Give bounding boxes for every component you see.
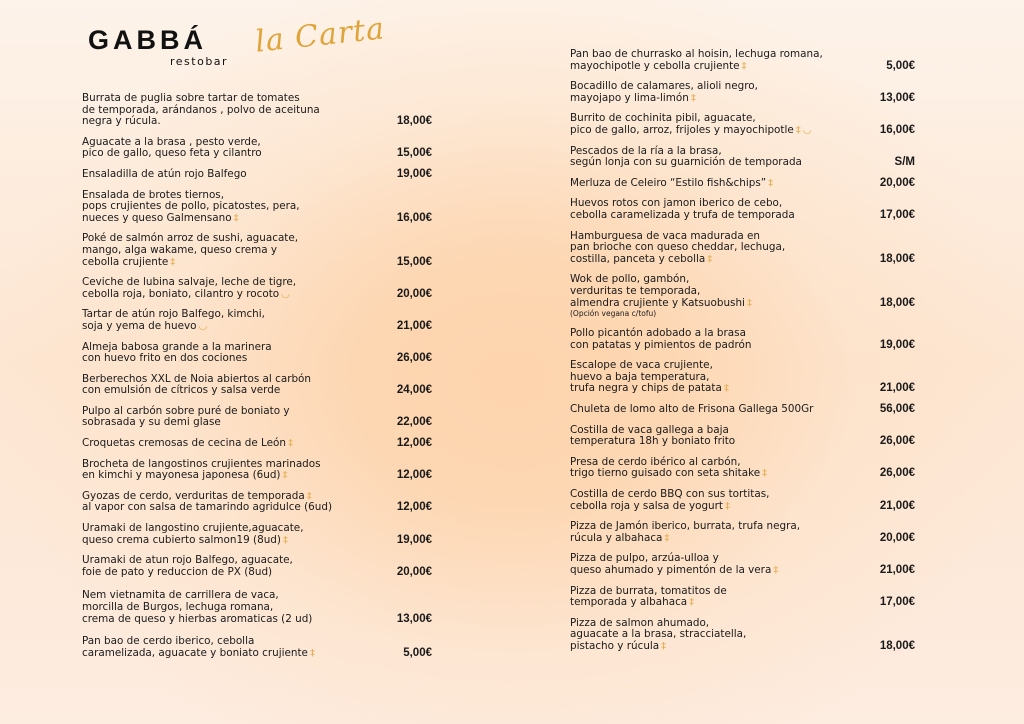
menu-item-description (82, 523, 367, 546)
menu-item-text: crema de queso y hierbas aromaticas (2 ud) (82, 612, 313, 625)
menu-item-text: soja y yema de huevo (82, 319, 197, 332)
menu-item-text: Bocadillo de calamares, alioli negro, (570, 80, 758, 93)
menu-item-line (570, 61, 855, 73)
menu-item-line (82, 321, 367, 333)
menu-item-price: 19,00€ (396, 533, 432, 546)
menu-item-text: Merluza de Celeiro “Estilo fish&chips” (570, 176, 767, 189)
wheat-icon: ‡ (282, 470, 288, 482)
menu-item-description (82, 590, 367, 625)
menu-item-description (82, 459, 367, 482)
menu-item (82, 169, 432, 181)
menu-item-description (82, 406, 367, 429)
menu-item-text: costilla, panceta y cebolla (570, 252, 706, 265)
menu-item-text: Pescados de la ría a la brasa, (570, 144, 722, 157)
wheat-icon: ‡ (746, 297, 752, 309)
menu-item-description (570, 113, 855, 136)
menu-item-text: almendra crujiente y Katsuobushi (570, 296, 745, 309)
menu-item-description (570, 489, 855, 512)
wheat-icon: ‡ (233, 212, 239, 224)
menu-item (82, 93, 432, 128)
menu-item-line (82, 213, 367, 225)
menu-item-text: Pizza de pulpo, arzúa-ulloa y (570, 552, 719, 565)
menu-item-description (570, 425, 855, 448)
menu-item (82, 406, 432, 429)
menu-item-description (570, 457, 855, 480)
menu-item-text: Berberechos XXL de Noia abiertos al carbón (82, 372, 312, 385)
menu-item-text: Hamburguesa de vaca madurada en (570, 229, 760, 242)
menu-item (570, 553, 915, 576)
menu-item-text: Huevos rotos con jamon iberico de cebo, (570, 197, 783, 210)
menu-item-price: 24,00€ (396, 384, 432, 397)
menu-item-text: según lonja con su guarnición de temporada (570, 156, 802, 169)
menu-item-description (570, 521, 855, 544)
menu-item-text: Burrata de puglia sobre tartar de tomates (82, 92, 300, 104)
menu-item-text: Aguacate a la brasa , pesto verde, (82, 135, 261, 148)
menu-item (570, 618, 915, 653)
menu-item-text: Brocheta de langostinos crujientes marinados (82, 457, 321, 470)
menu-item (570, 113, 915, 136)
menu-item-text: pico de gallo, arroz, frijoles y mayochipotle (570, 123, 794, 136)
menu-item-description (570, 618, 855, 653)
wheat-icon: ‡ (725, 500, 730, 512)
menu-item-text: negra y rúcula. (82, 115, 161, 128)
menu-item-text: nueces y queso Galmensano (82, 211, 232, 224)
menu-item-text: caramelizada, aguacate y boniato crujiente (82, 646, 308, 659)
menu-item-text: temperatura 18h y boniato frito (570, 435, 736, 448)
chili-pepper-icon: ◡ (198, 320, 208, 332)
menu-item-description (570, 553, 855, 576)
menu-item-line (570, 565, 855, 577)
menu-item-price: 18,00€ (879, 639, 915, 652)
menu-item-text: Tartar de atún rojo Balfego, kimchi, (82, 308, 265, 321)
menu-item-text: verduritas te temporada, (570, 284, 701, 297)
menu-item-text: pico de gallo, queso feta y cilantro (82, 147, 262, 160)
brand-subtitle: restobar (170, 55, 229, 68)
menu-item-description (82, 233, 367, 268)
menu-item-price: 13,00€ (396, 612, 432, 625)
menu-item-price: 18,00€ (879, 296, 915, 309)
menu-item-line (82, 438, 367, 450)
menu-item (570, 274, 915, 319)
wheat-icon: ‡ (773, 565, 779, 576)
menu-item-text: mango, alga wakame, queso crema y (82, 243, 278, 256)
menu-item-line (570, 641, 855, 653)
wheat-icon: ‡ (762, 468, 768, 480)
menu-item-line (82, 567, 367, 579)
menu-item-text: cebolla crujiente (82, 255, 169, 268)
menu-item-text: Ensalada de brotes tiernos, (82, 188, 225, 201)
chili-pepper-icon: ◡ (281, 288, 290, 300)
menu-item-price: 18,00€ (879, 252, 915, 265)
menu-item (570, 146, 915, 169)
menu-item-text: Wok de pollo, gambón, (570, 273, 690, 286)
menu-item-description (570, 274, 855, 319)
menu-item-price: 15,00€ (396, 255, 432, 268)
menu-item-price: 19,00€ (396, 167, 432, 180)
menu-item-text: de temporada, arándanos , polvo de aceituna (82, 103, 320, 116)
menu-item (82, 309, 432, 332)
menu-item-price: 20,00€ (879, 531, 915, 544)
menu-item-line (82, 417, 367, 429)
wheat-icon: ‡ (768, 177, 774, 189)
wheat-icon: ‡ (170, 256, 176, 268)
menu-item-description (82, 342, 367, 365)
menu-item-text: Uramaki de langostino crujiente,aguacate, (82, 522, 304, 535)
menu-item (82, 137, 432, 160)
menu-item (82, 438, 432, 450)
menu-item-text: Pizza de burrata, tomatitos de (570, 584, 727, 597)
menu-item-text: Costilla de vaca gallega a baja (570, 423, 729, 436)
menu-item-line (570, 436, 855, 448)
menu-item-price: S/M (894, 156, 915, 169)
menu-item-price: 21,00€ (879, 564, 915, 576)
menu-item-description (82, 438, 367, 450)
menu-item (570, 49, 915, 72)
menu-item-text: queso ahumado y pimentón de la vera (570, 564, 772, 576)
menu-item (570, 425, 915, 448)
wheat-icon: ‡ (306, 490, 312, 502)
menu-column-right (570, 49, 915, 653)
wheat-icon: ‡ (288, 438, 293, 450)
menu-item (570, 231, 915, 266)
menu-item-line (570, 254, 855, 266)
wheat-icon: ‡ (690, 92, 696, 104)
wheat-icon: ‡ (689, 597, 695, 609)
menu-item (82, 636, 432, 659)
menu-item-line (570, 383, 855, 395)
menu-item-line (82, 385, 367, 397)
menu-item-description (82, 190, 367, 225)
menu-item-price: 16,00€ (879, 123, 915, 136)
menu-item (570, 328, 915, 351)
menu-item (570, 404, 915, 416)
menu-item-line (570, 298, 855, 310)
menu-item (570, 360, 915, 395)
menu-item-text: al vapor con salsa de tamarindo agridulce (6ud) (82, 501, 333, 514)
menu-item-text: Pizza de Jamón iberico, burrata, trufa negra, (570, 520, 801, 533)
wheat-icon: ‡ (282, 534, 288, 546)
menu-item-price: 5,00€ (403, 646, 432, 659)
menu-item-text: Ceviche de lubina salvaje, leche de tigre, (82, 276, 297, 289)
menu-item-line (82, 148, 367, 160)
menu-item-text: mayojapo y lima-limón (570, 91, 689, 104)
menu-item-text: cebolla caramelizada y trufa de temporada (570, 208, 795, 221)
menu-item-description (82, 309, 367, 332)
menu-item-line (570, 210, 855, 222)
menu-item-description (570, 404, 855, 416)
menu-item-text: cebolla roja, boniato, cilantro y rocoto (82, 287, 280, 300)
menu-item-line (82, 535, 367, 547)
menu-item (82, 590, 432, 625)
menu-item-text: con patatas y pimientos de padrón (570, 338, 752, 351)
menu-item (570, 81, 915, 104)
menu-item-price: 26,00€ (879, 435, 915, 448)
menu-item-text: Pan bao de cerdo iberico, cebolla (82, 635, 255, 648)
menu-item-description (570, 360, 855, 395)
wheat-icon: ‡ (309, 647, 315, 659)
menu-item-price: 17,00€ (879, 596, 915, 609)
menu-item-price: 5,00€ (886, 59, 915, 72)
menu-item-text: pan brioche con queso cheddar, lechuga, (570, 241, 786, 254)
menu-item-line (570, 125, 855, 137)
menu-item-price: 20,00€ (396, 565, 432, 578)
menu-item-line (570, 178, 855, 190)
menu-item-text: Costilla de cerdo BBQ con sus tortitas, (570, 488, 770, 501)
menu-item-price: 15,00€ (396, 147, 432, 160)
menu-item-line (82, 648, 367, 660)
wheat-icon: ‡ (741, 60, 747, 72)
menu-item-text: trigo tierno guisado con seta shitake (570, 467, 761, 480)
menu-item-text: queso crema cubierto salmon19 (8ud) (82, 533, 281, 546)
menu-item (82, 523, 432, 546)
menu-item-description (82, 169, 367, 181)
menu-item-text: morcilla de Burgos, lechuga romana, (82, 601, 274, 613)
menu-item-price: 19,00€ (879, 338, 915, 351)
restaurant-logo (88, 25, 248, 68)
menu-item-description (570, 328, 855, 351)
menu-item-description (570, 81, 855, 104)
chili-pepper-icon: ◡ (802, 124, 812, 136)
menu-item-text: Uramaki de atun rojo Balfego, aguacate, (82, 554, 293, 567)
menu-item-line (570, 157, 855, 169)
menu-item-text: huevo a baja temperatura, (570, 370, 710, 383)
menu-item-price: 16,00€ (396, 211, 432, 224)
menu-column-left (82, 93, 432, 659)
menu-item (82, 277, 432, 300)
menu-item-price: 20,00€ (879, 176, 915, 189)
wheat-icon: ‡ (723, 383, 729, 395)
menu-item-text: con emulsión de cítricos y salsa verde (82, 384, 281, 397)
menu-item (82, 190, 432, 225)
menu-item-line (82, 470, 367, 482)
menu-item-text: Pizza de salmon ahumado, (570, 616, 710, 629)
menu-item-text: Pulpo al carbón sobre puré de boniato y (82, 404, 290, 417)
menu-item-text: Nem vietnamita de carrillera de vaca, (82, 589, 279, 602)
menu-item-price: 20,00€ (396, 287, 432, 300)
menu-item (82, 342, 432, 365)
menu-item-text: cebolla roja y salsa de yogurt (570, 499, 723, 512)
menu-item-note: (Opción vegana c/tofu) (570, 309, 657, 319)
menu-item-line (570, 340, 855, 352)
wheat-icon: ‡ (664, 532, 670, 544)
menu-item-description (570, 231, 855, 266)
menu-item-text: Croquetas cremosas de cecina de León (82, 437, 286, 450)
menu-item-line (82, 614, 367, 626)
menu-item-description (82, 491, 367, 514)
menu-item-text: mayochipotle y cebolla crujiente (570, 59, 740, 72)
menu-item-description (570, 49, 855, 72)
menu-item-text: sobrasada y su demi glase (82, 416, 221, 429)
menu-item-description (82, 93, 367, 128)
menu-item-text: Presa de cerdo ibérico al carbón, (570, 455, 741, 468)
menu-item (570, 457, 915, 480)
wheat-icon: ‡ (795, 124, 801, 136)
menu-item-text: pops crujientes de pollo, picatostes, pera, (82, 200, 300, 213)
menu-item-price: 12,00€ (396, 469, 432, 482)
menu-item-text: rúcula y albahaca (570, 531, 663, 544)
menu-item-line (570, 501, 855, 513)
menu-item-text: con huevo frito en dos cociones (82, 352, 248, 365)
menu-item-line (82, 502, 367, 514)
menu-item-description (82, 555, 367, 578)
menu-item (570, 521, 915, 544)
menu-item (82, 555, 432, 578)
menu-item-price: 22,00€ (396, 416, 432, 429)
menu-item (570, 198, 915, 221)
menu-item-price: 21,00€ (396, 319, 432, 332)
menu-item-price: 13,00€ (879, 91, 915, 104)
menu-item-text: pistacho y rúcula (570, 639, 660, 652)
brand-name: GABBÁ (88, 25, 207, 55)
menu-item-line (570, 597, 855, 609)
menu-item-text: Chuleta de lomo alto de Frisona Gallega 500Gr (570, 403, 814, 416)
menu-item-text: Burrito de cochinita pibil, aguacate, (570, 112, 756, 125)
menu-item-text: Gyozas de cerdo, verduritas de temporada (82, 489, 305, 502)
menu-item-text: trufa negra y chips de patata (570, 382, 722, 395)
menu-item-line (570, 468, 855, 480)
menu-item-text: foie de pato y reduccion de PX (8ud) (82, 565, 273, 578)
menu-item-price: 21,00€ (879, 382, 915, 395)
menu-item-description (570, 198, 855, 221)
menu-item-description (570, 146, 855, 169)
menu-item-description (82, 374, 367, 397)
menu-item-price: 12,00€ (396, 437, 432, 450)
menu-item-price: 18,00€ (396, 115, 432, 128)
menu-item (570, 586, 915, 609)
menu-item-text: temporada y albahaca (570, 596, 688, 609)
menu-item (570, 489, 915, 512)
menu-item-price: 26,00€ (879, 467, 915, 480)
menu-item-text: Pollo picantón adobado a la brasa (570, 327, 746, 340)
menu-item-text: Pan bao de churrasko al hoisin, lechuga romana, (570, 48, 823, 60)
menu-item-line (570, 404, 855, 416)
menu-item-line (82, 257, 367, 269)
menu-item (570, 178, 915, 190)
menu-item-price: 12,00€ (396, 501, 432, 514)
menu-item (82, 491, 432, 514)
menu-item-description (82, 137, 367, 160)
menu-item (82, 374, 432, 397)
menu-item-price: 17,00€ (879, 208, 915, 221)
menu-item-line (82, 289, 367, 301)
menu-item-description (570, 178, 855, 190)
menu-item-line (82, 116, 367, 128)
menu-item (82, 459, 432, 482)
menu-title: la Carta (253, 11, 387, 60)
menu-item-text: aguacate a la brasa, stracciatella, (570, 628, 747, 641)
menu-item-description (82, 636, 367, 659)
menu-item-description (570, 586, 855, 609)
menu-item-line (570, 533, 855, 545)
menu-item-price: 21,00€ (879, 499, 915, 512)
menu-item-text: Poké de salmón arroz de sushi, aguacate, (82, 232, 299, 245)
menu-item-line (82, 353, 367, 365)
menu-item-line (570, 93, 855, 105)
menu-item-text: Escalope de vaca crujiente, (570, 359, 713, 372)
menu-item (82, 233, 432, 268)
wheat-icon: ‡ (707, 253, 713, 265)
menu-item-price: 26,00€ (396, 352, 432, 365)
menu-item-description (82, 277, 367, 300)
menu-item-price: 56,00€ (879, 403, 915, 416)
menu-item-text: Almeja babosa grande a la marinera (82, 340, 272, 353)
wheat-icon: ‡ (661, 640, 667, 652)
menu-item-text: Ensaladilla de atún rojo Balfego (82, 167, 247, 180)
menu-item-text: en kimchi y mayonesa japonesa (6ud) (82, 469, 281, 482)
menu-item-line (82, 169, 367, 181)
